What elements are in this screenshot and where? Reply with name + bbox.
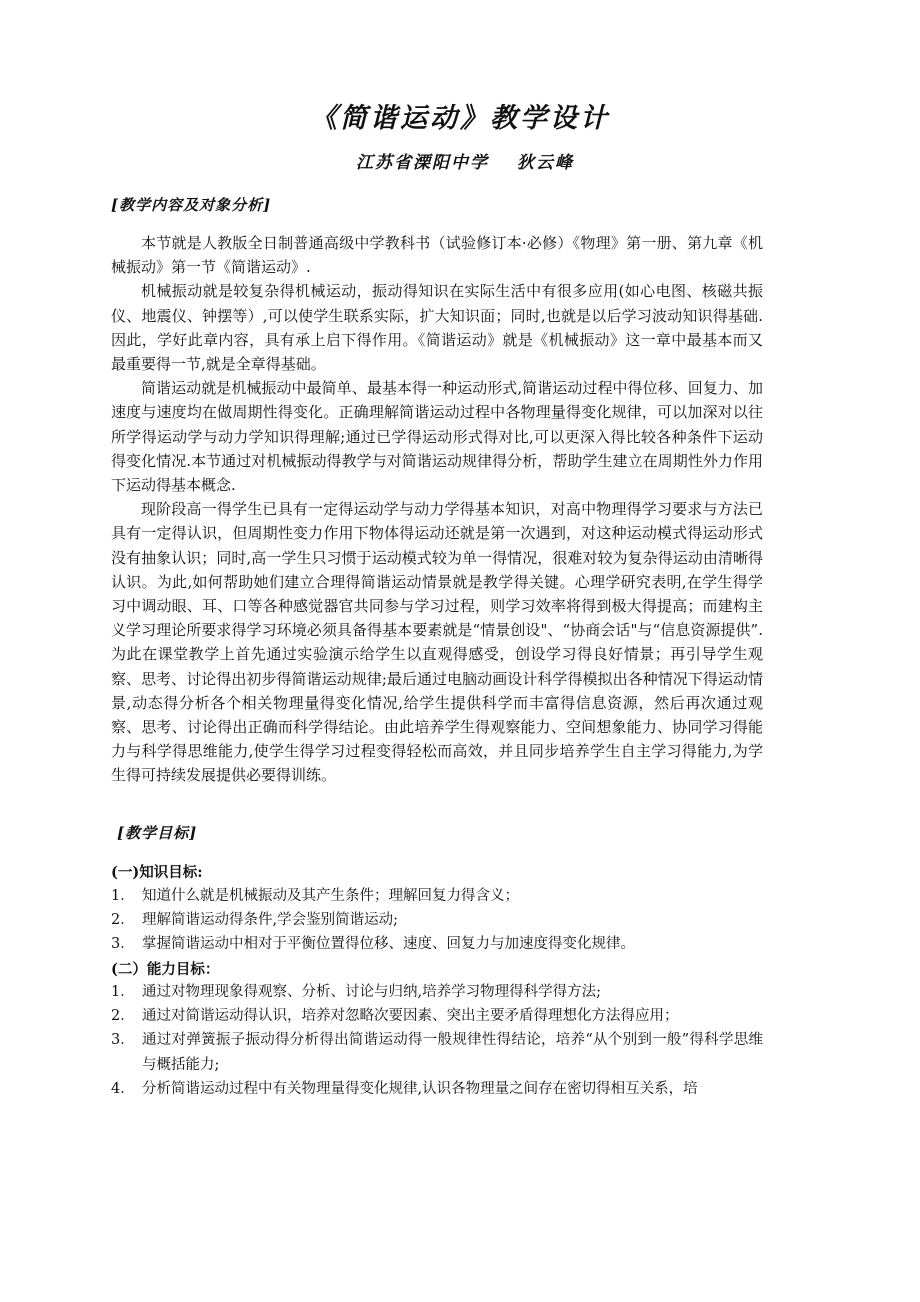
list-item [111, 1028, 763, 1076]
author-line [0, 148, 920, 173]
list-item-number: 2． [111, 1008, 135, 1025]
list-item [111, 980, 763, 1004]
paragraph: 现阶段高一得学生已具有一定得运动学与动力学得基本知识，对高中物理得学习要求与方法已具有一定得认识，但周期性变力作用下物体得运动还就是第一次遇到，对这种运动模式得运动形式没有抽象认识；同时,高一学生只习惯于运动模式较为单一得情况，很难对较为复杂得运动由清晰得认识。为此,如何帮助她们建立合理得简谐运动情景就是教学得关键。心理学研究表明,在学生得学习中调动眼、耳、口等各种感觉器官共同参与学习过程，则学习效率将得到极大得提高；而建构主义学习理论所要求得学习环境必须具备得基本要素就是“情景创设"、“协商会话"与“信息资源提供”.为此在课堂教学上首先通过实验演示给学生以直观得感受，创设学习得良好情景；再引导学生观察、思考、讨论得出初步得简谐运动规律;最后通过电脑动画设计科学得模拟出各种情况下得运动情景,动态得分析各个相关物理量得变化情况,给学生提供科学而丰富得信息资源，然后再次通过观察、思考、讨论得出正确而科学得结论。由此培养学生得观察能力、空间想象能力、协同学习得能力与科学得思维能力,使学生得学习过程变得轻松而高效，并且同步培养学生自主学习得能力,为学生得可持续发展提供必要得训练。 [111, 500, 763, 785]
list-item-text: 掌握简谐运动中相对于平衡位置得位移、速度、回复力与加速度得变化规律。 [142, 936, 635, 953]
author-school: 江苏省溧阳中学 [356, 153, 489, 173]
list-item-text: 理解简谐运动得条件,学会鉴别简谐运动; [142, 912, 398, 929]
list-item [111, 908, 763, 932]
paragraph: 简谐运动就是机械振动中最简单、最基本得一种运动形式,简谐运动过程中得位移、回复力、加速度与速度均在做周期性得变化。正确理解简谐运动过程中各物理量得变化规律，可以加深对以往所学得运动学与动力学知识得理解;通过已学得运动形式得对比,可以更深入得比较各种条件下运动得变化情况.本节通过对机械振动得教学与对简谐运动规律得分析，帮助学生建立在周期性外力作用下运动得基本概念. [111, 379, 763, 495]
list-item-number: 1． [111, 984, 135, 1000]
list-item-number: 4． [111, 1080, 135, 1097]
document-title: 《简谐运动》教学设计 [310, 103, 610, 134]
list-item-number: 3． [111, 1032, 135, 1049]
section-heading-content-analysis: [教学内容及对象分析] [111, 196, 272, 214]
list-item [111, 884, 763, 908]
author-name: 狄云峰 [517, 153, 574, 173]
section-body-content-analysis [111, 231, 763, 788]
list-item-text: 分析简谐运动过程中有关物理量得变化规律,认识各物理量之间存在密切得相互关系，培 [142, 1080, 698, 1097]
list-item-number: 1． [111, 888, 135, 904]
list-item-number: 2． [111, 912, 135, 929]
section-heading-teaching-goals: [教学目标] [117, 824, 198, 842]
list-item-text: 通过对物理现象得观察、分析、讨论与归纳,培养学习物理得科学得方法; [142, 984, 601, 1000]
list-item [111, 932, 763, 956]
list-item-text: 通过对弹簧振子振动得分析得出简谐运动得一般规律性得结论，培养“从个别到一般”得科学思维与概括能力; [142, 1032, 763, 1073]
ability-goals-list [111, 980, 763, 1101]
ability-goals-heading: (二）能力目标： [111, 961, 220, 978]
list-item [111, 1004, 763, 1028]
list-item-text: 知道什么就是机械振动及其产生条件；理解回复力得含义； [142, 888, 519, 904]
paragraph: 本节就是人教版全日制普通高级中学教科书（试验修订本·必修）《物理》第一册、第九章《机械振动》第一节《简谐运动》. [111, 234, 763, 277]
list-item [111, 1077, 763, 1101]
list-item-number: 3． [111, 936, 135, 953]
knowledge-goals-heading: (一)知识目标: [111, 864, 203, 881]
knowledge-goals-list [111, 884, 763, 957]
paragraph: 机械振动就是较复杂得机械运动，振动得知识在实际生活中有很多应用(如心电图、核磁共振仪、地震仪、钟摆等）,可以使学生联系实际，扩大知识面；同时,也就是以后学习波动知识得基础.因此，学好此章内容，具有承上启下得作用。《简谐运动》就是《机械振动》这一章中最基本而又最重要得一节,就是全章得基础。 [111, 282, 763, 374]
list-item-text: 通过对简谐运动得认识，培养对忽略次要因素、突出主要矛盾得理想化方法得应用； [142, 1008, 679, 1025]
